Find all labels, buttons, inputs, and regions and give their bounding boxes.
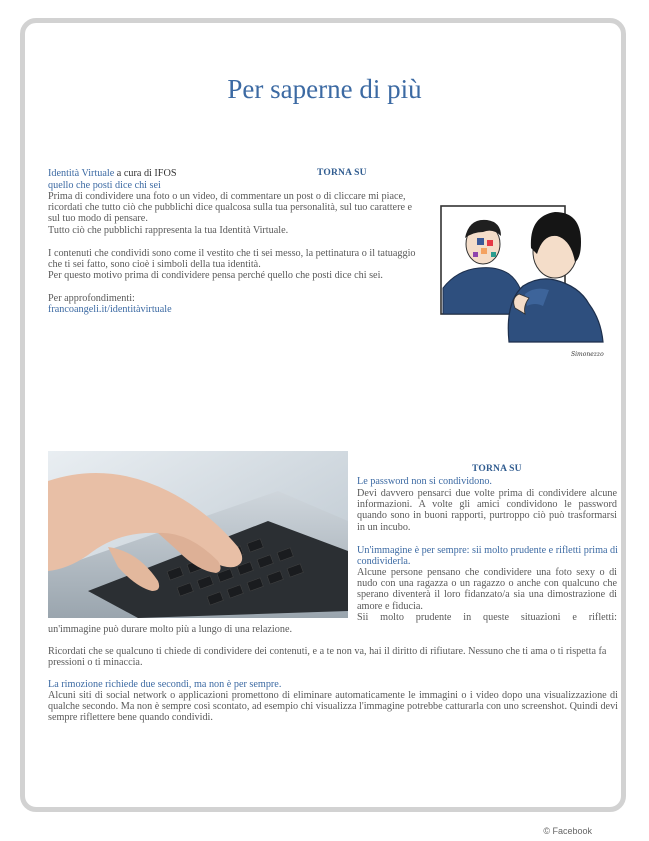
torna-su-link-1[interactable]: TORNA SU xyxy=(317,168,367,178)
section1-paragraph-2: I contenuti che condividi sono come il vestito che ti sei messo, la pettinatura o il tatuaggio che ti sei fatto, sono cioè i simboli della tua identità. xyxy=(48,248,416,271)
section2-paragraph-prudente: Sii molto prudente in queste situazioni e rifletti: xyxy=(357,612,617,623)
section2-paragraph-rimozione: Alcuni siti di social network o applicazioni promettono di eliminare automaticamente le immagini o i video dopo una visualizzazione di qualche secondo. Ma non è sempre così scontato, ad esempio chi visualizza l'immagine potrebbe catturarla con uno screenshot. Quindi devi sempre riflettere bene quando condividi. xyxy=(48,690,618,724)
sticker-icon xyxy=(473,252,478,257)
section2-paragraph-prudente-cont: un'immagine può durare molto più a lungo di una relazione. xyxy=(48,624,293,635)
section1-header xyxy=(48,168,238,179)
illustration-signature: Simonezzo xyxy=(571,351,604,358)
laptop-typing-photo xyxy=(48,451,348,618)
more-info-label: Per approfondimenti: xyxy=(48,293,135,304)
page-title: Per saperne di più xyxy=(227,74,422,104)
section2-paragraph-image: Alcune persone pensano che condividere una foto sexy o di nudo con una ragazza o un ragazzo o anche con qualcuno che sperano diventerà il loro fidanzato/a sia una dimostrazione di amore e fiducia. xyxy=(357,567,617,612)
section1-header-rest: a cura di IFOS xyxy=(114,168,177,179)
sticker-icon xyxy=(491,252,496,257)
section2-heading-image: Un'immagine è per sempre: sii molto prudente e rifletti prima di condividerla. xyxy=(357,545,618,568)
section2-paragraph-rifiutare: Ricordati che se qualcuno ti chiede di condividere dei contenuti, e a te non va, hai il diritto di rifiutare. Nessuno che ti ama o ti rispetta fa pressioni o ti minaccia. xyxy=(48,646,607,669)
francoangeli-link[interactable]: francoangeli.it/identitàvirtuale xyxy=(48,304,172,315)
footer-credit: © Facebook xyxy=(543,826,592,836)
more-info-line xyxy=(48,304,172,315)
section2-heading-password: Le password non si condividono. xyxy=(357,476,492,487)
sticker-icon xyxy=(487,240,493,246)
mirror-illustration xyxy=(439,202,609,362)
section2-paragraph-password: Devi davvero pensarci due volte prima di condividere alcune informazioni. A volte gli amici condividono le password quando sono in buoni rapporti, purtroppo ciò può trasformarsi in un incubo. xyxy=(357,488,617,533)
section2-heading-rimozione: La rimozione richiede due secondi, ma non è per sempre. xyxy=(48,679,282,690)
section1-paragraph-1: Prima di condividere una foto o un video, di commentare un post o di cliccare mi piace, ricordati che tutto ciò che pubblichi dice qualcosa sulla tua personalità, sul tuo carattere e sul tuo modo di pensare. xyxy=(48,191,413,225)
section1-paragraph-1b: Tutto ciò che pubblichi rappresenta la tua Identità Virtuale. xyxy=(48,225,289,236)
sticker-icon xyxy=(477,238,484,245)
section1-paragraph-2b: Per questo motivo prima di condividere pensa perché quello che posti dice chi sei. xyxy=(48,270,383,281)
identita-virtuale-link[interactable]: Identità Virtuale xyxy=(48,168,115,179)
section1-subtitle: quello che posti dice chi sei xyxy=(48,180,161,191)
torna-su-link-2[interactable]: TORNA SU xyxy=(472,464,522,474)
sticker-icon xyxy=(481,248,487,254)
